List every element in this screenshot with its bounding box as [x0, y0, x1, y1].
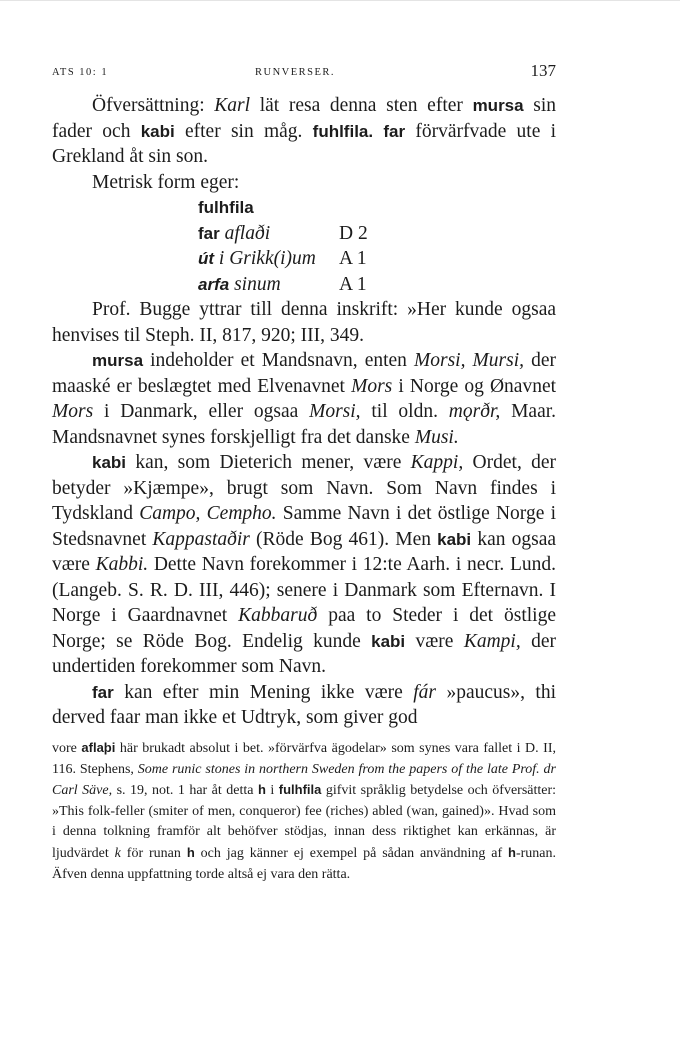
mursa-paragraph: mursa indeholder et Mandsnavn, enten Morsi, Mursi, der maaské er beslægtet med Elvenavnet Mors i Norge og Ønavnet Mors i Danmark, eller ogsaa Morsi, til oldn. mǫrðr, Maar. Mandsnavnet synes forskjelligt fra det danske Musi.: [52, 350, 557, 448]
metric-code: A 1: [339, 273, 367, 295]
metric-line: far aflaði D 2: [198, 221, 556, 247]
metric-line: arfa sinum A 1: [198, 272, 556, 298]
footnote: [52, 738, 556, 885]
bugge-paragraph: Prof. Bugge yttrar till denna inskrift: »Her kunde ogsaa henvises til Steph. II, 817, 920; III, 349.: [52, 299, 556, 346]
main-text: [52, 93, 556, 731]
metric-code: A 1: [339, 248, 367, 269]
header-title: RUNVERSER.: [255, 67, 336, 78]
running-header: [52, 61, 556, 85]
page-number: 137: [530, 61, 556, 80]
header-reference: ATS 10: 1: [52, 67, 109, 78]
metric-line: fulhfila: [198, 198, 254, 217]
metric-code: D 2: [339, 222, 368, 244]
metric-intro: Metrisk form eger:: [92, 171, 240, 193]
footnote-text: vore aflaþi här brukadt absolut i bet. »förvärfva ägodelar» som synes vara fallet i D. II, 116. Stephens, Some runic stones in northern Sweden from the papers of the late Prof. dr Carl Säve, s. 19, not. 1 har åt detta h i fulhfila gifvit språklig betydelse och öfversätter: »This folk-feller (smiter of men, conqueror) fee (riches) abled (wan, gained)». Hvad som i denna tolkning framför alt behöfver stödjas, innan dess riktighet kan erkännas, är ljudvärdet k för runan h och jag känner ej exempel på sådan användning af h-runan. Äfven denna uppfattning torde altså ej vara den rätta.: [52, 740, 557, 882]
kabi-paragraph: kabi kan, som Dieterich mener, være Kappi, Ordet, der betyder »Kjæmpe», brugt som Navn. Som Navn findes i Tydskland Campo, Cempho. Samme Navn i det östlige Norge i Stedsnavnet Kappastaðir (Röde Bog 461). Men kabi kan ogsaa være Kabbi. Dette Navn forekommer i 12:te Aarh. i necr. Lund. (Langeb. S. R. D. III, 446); senere i Danmark som Efternavn. I Norge i Gaardnavnet Kabbaruð paa to Steder i det östlige Norge; se Röde Bog. Endelig kunde kabi være Kampi, der undertiden forekommer som Navn.: [52, 452, 557, 677]
metric-scheme: [198, 195, 556, 297]
metric-line: út i Grikk(i)um A 1: [198, 246, 556, 272]
far-paragraph: far kan efter min Mening ikke være fár »paucus», thi derved faar man ikke et Udtryk, som giver god: [52, 681, 557, 728]
translation-paragraph: Öfversättning: Karl lät resa denna sten efter mursa sin fader och kabi efter sin måg. fuhlfila. far förvärfvade ute i Grekland åt sin son.: [52, 95, 557, 167]
